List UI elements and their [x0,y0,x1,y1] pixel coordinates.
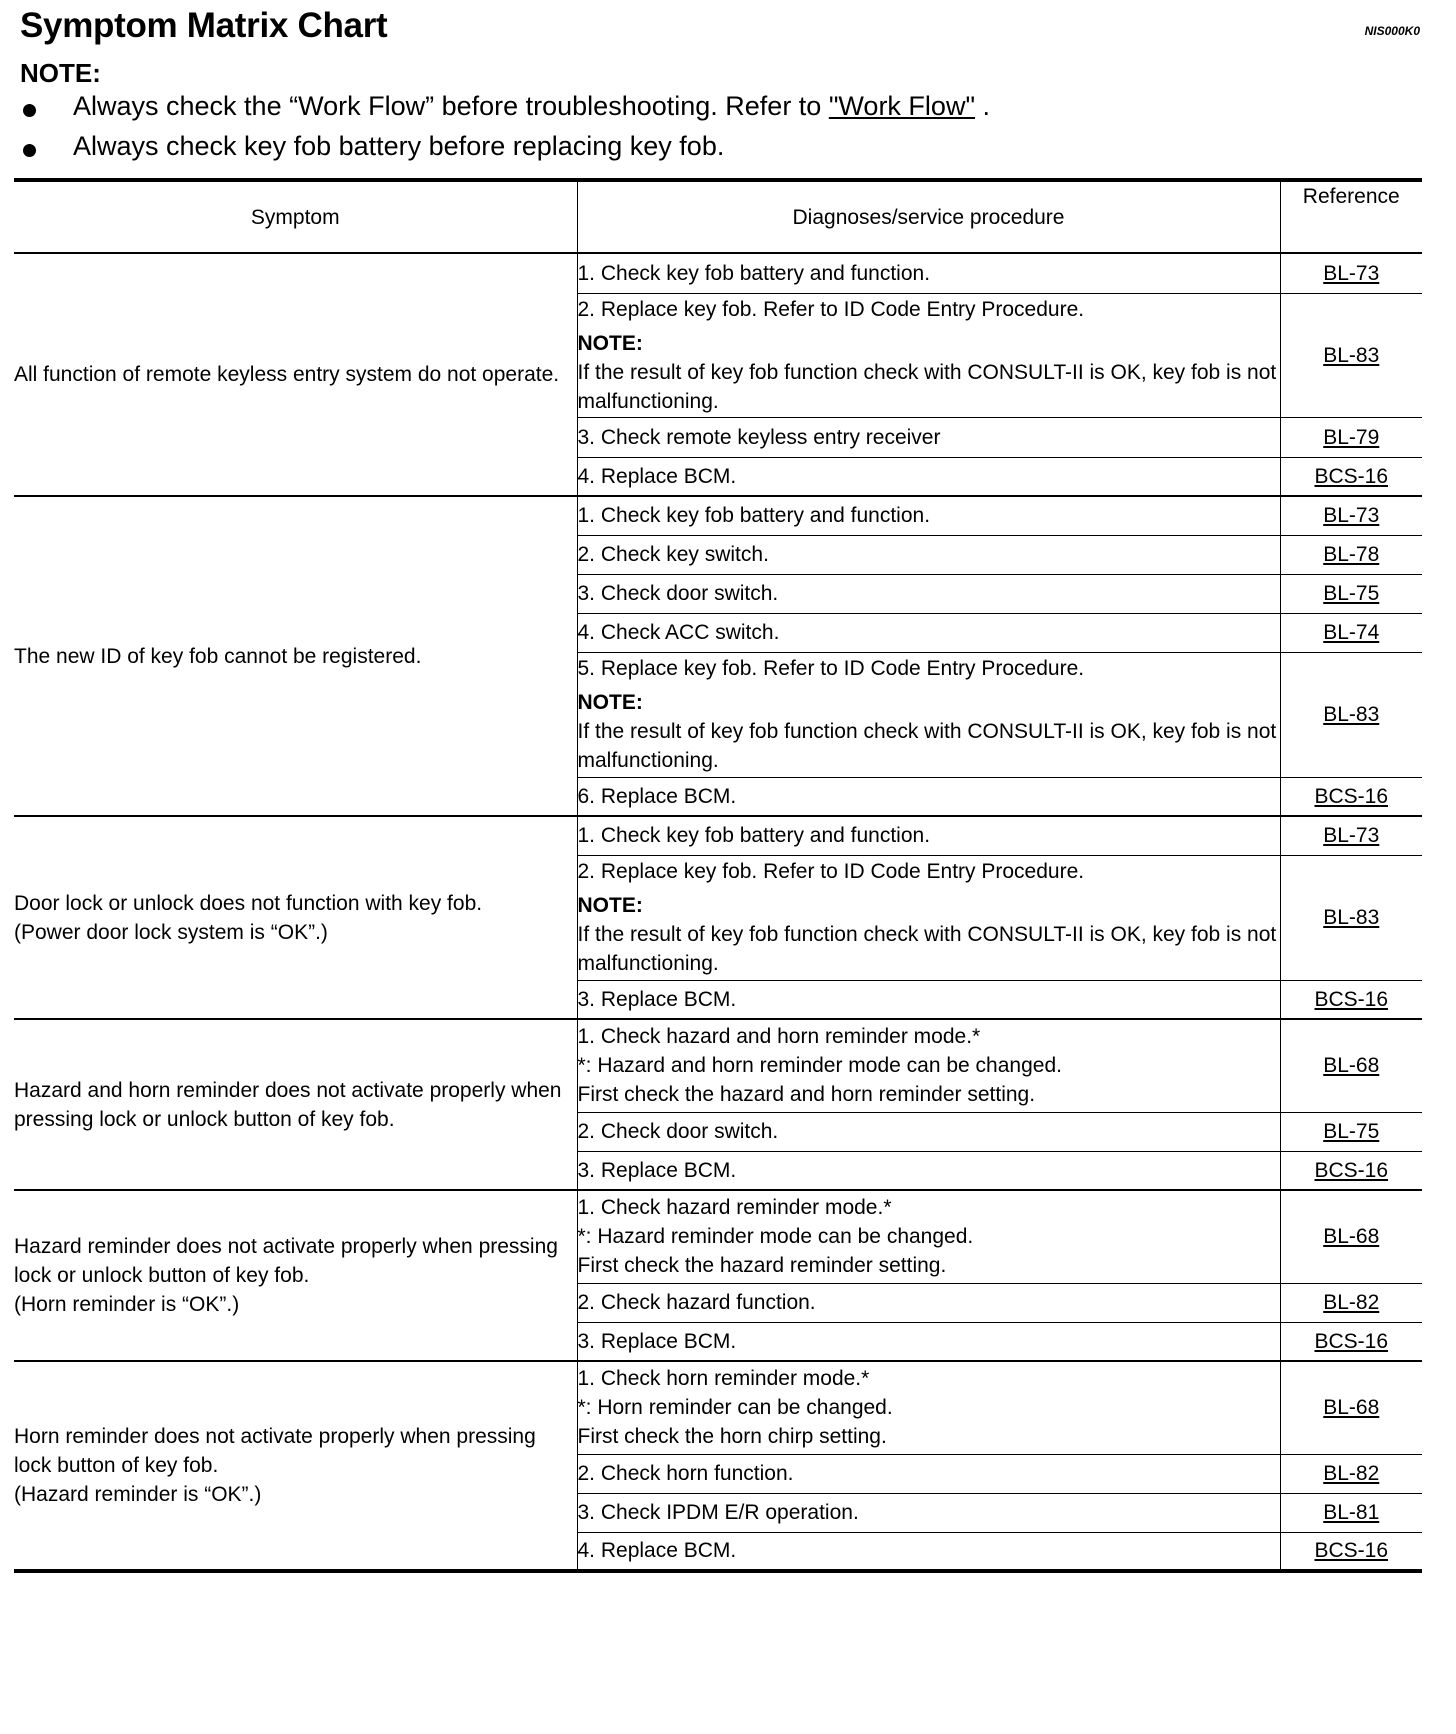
table-row [14,1019,1422,1112]
note-text: Always check key fob battery before replacing key fob. [73,131,725,161]
note-heading: NOTE: [20,58,101,88]
symptom-text: Door lock or unlock does not function with key fob. [14,891,483,915]
procedure-detail: *: Hazard and horn reminder mode can be changed. [577,1054,1062,1078]
table-header-row [14,180,1422,253]
symptom-cell: All function of remote keyless entry system do not operate. [14,253,577,496]
procedure-detail: First check the hazard and horn reminder setting. [577,1083,1036,1107]
procedure-cell: 2. Check hazard function. [577,1283,1280,1322]
reference-cell [1280,1532,1422,1571]
procedure-note-label: NOTE: [577,331,643,355]
work-flow-link[interactable]: "Work Flow" [828,91,976,121]
reference-cell [1280,1322,1422,1361]
reference-link[interactable]: BL-74 [1323,621,1380,644]
reference-link[interactable]: BL-68 [1323,1396,1380,1420]
note-list [20,88,990,168]
table-row [14,253,1422,293]
symptom-text: Hazard reminder does not activate properly when pressing lock or unlock button of key fob. [14,1235,558,1287]
procedure-cell [577,293,1280,417]
procedure-cell: 2. Check horn function. [577,1454,1280,1493]
symptom-condition: (Hazard reminder is “OK”.) [14,1483,262,1506]
symptom-condition: (Power door lock system is “OK”.) [14,920,328,944]
procedure-cell [577,1361,1280,1454]
reference-link[interactable]: BL-83 [1323,906,1380,929]
reference-cell [1280,1019,1422,1112]
procedure-note: If the result of key fob function check with CONSULT-II is OK, key fob is not malfunctioning. [577,923,1277,975]
column-header-reference: Reference [1280,180,1422,253]
procedure-cell [577,1190,1280,1283]
symptom-cell [14,1361,577,1571]
procedure-note: If the result of key fob function check with CONSULT-II is OK, key fob is not malfunctioning. [577,360,1277,413]
reference-link[interactable]: BL-68 [1323,1225,1380,1249]
procedure-cell: 3. Check remote keyless entry receiver [577,417,1280,457]
table-row [14,1361,1422,1454]
reference-cell [1280,574,1422,613]
reference-link[interactable]: BL-68 [1323,1054,1380,1078]
reference-link[interactable]: BL-75 [1323,1120,1380,1143]
reference-link[interactable]: BCS-16 [1314,464,1389,488]
reference-link[interactable]: BL-82 [1323,1462,1380,1485]
reference-link[interactable]: BL-78 [1323,543,1380,566]
reference-link[interactable]: BL-82 [1323,1291,1380,1314]
procedure-cell [577,855,1280,980]
reference-link[interactable]: BCS-16 [1314,784,1389,808]
reference-link[interactable]: BL-81 [1323,1501,1380,1524]
reference-cell [1280,1190,1422,1283]
reference-link[interactable]: BL-73 [1323,824,1380,848]
note-item [20,88,990,128]
reference-cell [1280,1493,1422,1532]
procedure-cell: 3. Replace BCM. [577,1322,1280,1361]
page-title: Symptom Matrix Chart [20,6,388,45]
table-row [14,496,1422,535]
reference-cell [1280,980,1422,1019]
symptom-condition: (Horn reminder is “OK”.) [14,1293,240,1316]
symptom-matrix-table [14,178,1422,1573]
reference-cell [1280,652,1422,777]
procedure-cell: 1. Check key fob battery and function. [577,496,1280,535]
table-row [14,816,1422,855]
symptom-text: Horn reminder does not activate properly when pressing lock button of key fob. [14,1425,536,1477]
procedure-cell: 1. Check key fob battery and function. [577,816,1280,855]
procedure-detail: *: Horn reminder can be changed. [577,1396,893,1420]
procedure-cell: 6. Replace BCM. [577,777,1280,816]
procedure-cell [577,1019,1280,1112]
column-header-procedure: Diagnoses/service procedure [577,180,1280,253]
reference-cell [1280,816,1422,855]
symptom-cell: Hazard and horn reminder does not activate properly when pressing lock or unlock button of key fob. [14,1019,577,1190]
procedure-step: 2. Replace key fob. Refer to ID Code Entry Procedure. [577,860,1085,883]
reference-cell [1280,613,1422,652]
reference-cell [1280,1151,1422,1190]
procedure-detail: First check the horn chirp setting. [577,1425,887,1449]
reference-cell [1280,1283,1422,1322]
procedure-note-label: NOTE: [577,894,643,917]
procedure-cell: 4. Check ACC switch. [577,613,1280,652]
procedure-detail: First check the hazard reminder setting. [577,1254,947,1278]
reference-cell [1280,457,1422,496]
table-row [14,1190,1422,1283]
procedure-step: 5. Replace key fob. Refer to ID Code Entry Procedure. [577,657,1085,680]
note-suffix: . [975,91,991,121]
procedure-cell: 4. Replace BCM. [577,1532,1280,1571]
procedure-step: 2. Replace key fob. Refer to ID Code Entry Procedure. [577,297,1085,321]
note-text: Always check the “Work Flow” before troubleshooting. Refer to [73,91,829,121]
reference-cell [1280,1361,1422,1454]
reference-cell [1280,855,1422,980]
procedure-cell: 4. Replace BCM. [577,457,1280,496]
procedure-step: 1. Check hazard reminder mode.* [577,1196,892,1220]
symptom-cell: The new ID of key fob cannot be registered. [14,496,577,816]
note-item [20,128,990,168]
symptom-cell [14,816,577,1019]
reference-link[interactable]: BL-83 [1323,343,1380,367]
reference-cell [1280,496,1422,535]
reference-link[interactable]: BCS-16 [1314,1329,1389,1353]
procedure-cell: 2. Check key switch. [577,535,1280,574]
procedure-step: 1. Check horn reminder mode.* [577,1367,870,1391]
procedure-step: 1. Check hazard and horn reminder mode.* [577,1025,981,1049]
reference-link[interactable]: BL-83 [1323,703,1380,726]
symptom-cell [14,1190,577,1361]
reference-cell [1280,777,1422,816]
reference-cell [1280,253,1422,293]
column-header-symptom: Symptom [14,180,577,253]
document-id: NIS000K0 [1364,24,1420,38]
procedure-cell: 3. Replace BCM. [577,980,1280,1019]
reference-cell [1280,1112,1422,1151]
reference-cell [1280,1454,1422,1493]
reference-cell [1280,293,1422,417]
procedure-cell: 3. Check door switch. [577,574,1280,613]
reference-link[interactable]: BL-75 [1323,582,1380,605]
procedure-note: If the result of key fob function check with CONSULT-II is OK, key fob is not malfunctioning. [577,720,1277,772]
reference-cell [1280,417,1422,457]
reference-link[interactable]: BCS-16 [1314,1158,1389,1182]
reference-link[interactable]: BL-73 [1323,504,1380,528]
reference-link[interactable]: BL-73 [1323,261,1380,285]
reference-link[interactable]: BCS-16 [1314,987,1389,1011]
procedure-cell: 3. Check IPDM E/R operation. [577,1493,1280,1532]
reference-link[interactable]: BCS-16 [1314,1539,1389,1563]
procedure-cell: 1. Check key fob battery and function. [577,253,1280,293]
procedure-detail: *: Hazard reminder mode can be changed. [577,1225,974,1249]
reference-link[interactable]: BL-79 [1323,425,1380,449]
procedure-cell [577,652,1280,777]
procedure-note-label: NOTE: [577,691,643,714]
reference-cell [1280,535,1422,574]
procedure-cell: 3. Replace BCM. [577,1151,1280,1190]
procedure-cell: 2. Check door switch. [577,1112,1280,1151]
